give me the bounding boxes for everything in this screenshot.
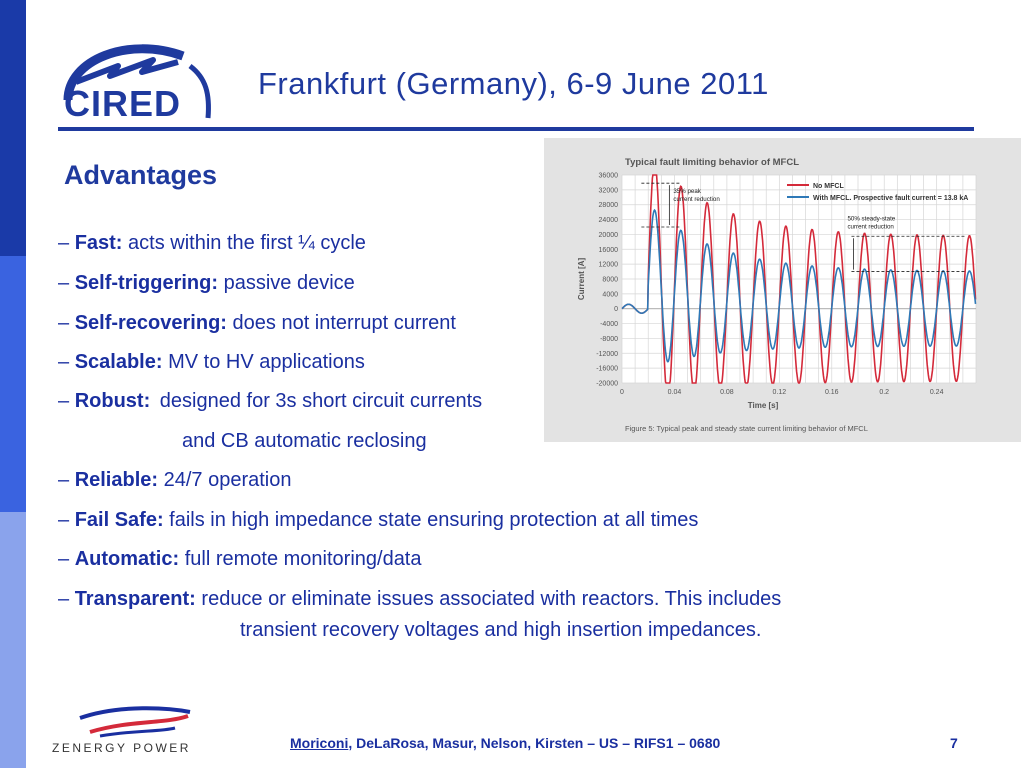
bullet-text: full remote monitoring/data xyxy=(184,548,422,570)
x-tick-label: 0.2 xyxy=(879,389,890,396)
annotation-steady-reduction-line2: current reduction xyxy=(847,223,894,231)
bullet-term: Transparent: xyxy=(74,588,196,610)
bullet-text: 24/7 operation xyxy=(163,469,292,491)
bullet-term: Automatic: xyxy=(74,548,180,570)
y-tick-label: 0 xyxy=(614,306,618,314)
y-tick-label: -12000 xyxy=(596,350,618,358)
legend-label-with-mfcl: With MFCL. Prospective fault current = 13.8 kA xyxy=(813,195,969,202)
footer-authors xyxy=(290,735,720,751)
header-divider xyxy=(58,127,974,131)
logo-text: CIRED xyxy=(64,83,182,122)
bullet-scalable xyxy=(58,351,365,374)
cired-logo xyxy=(58,38,218,127)
y-tick-label: 36000 xyxy=(598,172,618,180)
bullet-dash: – xyxy=(58,588,70,610)
bullet-term: Self-recovering: xyxy=(74,312,227,334)
bullet-term: Fail Safe: xyxy=(74,509,164,531)
left-band-dark xyxy=(0,0,26,256)
y-tick-labels xyxy=(596,173,618,388)
bullet-dash: – xyxy=(58,351,70,373)
bullet-term: Reliable: xyxy=(74,469,159,491)
y-tick-label: 16000 xyxy=(598,246,618,254)
bullet-text: designed for 3s short circuit currents xyxy=(159,390,483,412)
bullet-text: MV to HV applications xyxy=(168,351,365,373)
author-underlined: Moriconi xyxy=(290,735,349,751)
x-axis-label: Time [s] xyxy=(747,401,779,410)
y-tick-label: 4000 xyxy=(602,291,618,299)
left-band-light xyxy=(0,512,26,768)
y-tick-label: 24000 xyxy=(598,217,618,225)
x-tick-labels xyxy=(620,389,944,396)
bullet-fast xyxy=(58,232,366,255)
annotation-steady-reduction: 50% steady-state xyxy=(847,215,896,223)
y-tick-label: -8000 xyxy=(600,335,618,343)
bullet-dash: – xyxy=(58,232,70,254)
bullet-robust-continuation: and CB automatic reclosing xyxy=(182,430,427,452)
bullet-dash: – xyxy=(58,312,70,334)
y-tick-label: 28000 xyxy=(598,202,618,210)
bullet-reliable xyxy=(58,469,292,492)
bullet-dash: – xyxy=(58,272,70,294)
bullet-transparent xyxy=(58,588,781,611)
y-axis-label: Current [A] xyxy=(577,257,586,301)
y-tick-label: 20000 xyxy=(598,231,618,239)
authors-rest: , DeLaRosa, Masur, Nelson, Kirsten – US – RIFS1 – 0680 xyxy=(348,735,721,751)
bullet-fail-safe xyxy=(58,509,698,532)
bullet-term: Robust: xyxy=(74,390,151,412)
legend-label-no-mfcl: No MFCL xyxy=(813,183,844,190)
bullet-term: Scalable: xyxy=(74,351,163,373)
chart-panel xyxy=(544,138,1021,442)
y-tick-label: -20000 xyxy=(596,380,618,388)
brand-text: ZENERGY POWER xyxy=(52,741,191,755)
bullet-automatic xyxy=(58,548,422,571)
bullet-text: acts within the first ¼ cycle xyxy=(128,232,366,254)
bullet-text: does not interrupt current xyxy=(232,312,456,334)
x-tick-label: 0.08 xyxy=(720,389,734,396)
y-tick-label: -16000 xyxy=(596,365,618,373)
bullet-dash: – xyxy=(58,509,70,531)
bullet-text: fails in high impedance state ensuring protection at all times xyxy=(169,509,699,531)
x-tick-label: 0.04 xyxy=(667,389,682,396)
annotation-peak-reduction: 35% peak xyxy=(673,188,701,196)
y-tick-label: 8000 xyxy=(602,276,618,284)
bullet-self-recovering xyxy=(58,312,456,335)
bullet-dash: – xyxy=(58,469,70,491)
fault-current-chart xyxy=(544,138,1021,442)
bullet-text: reduce or eliminate issues associated with reactors. This includes xyxy=(201,588,782,610)
bullet-transparent-continuation: transient recovery voltages and high insertion impedances. xyxy=(240,619,762,641)
section-title: Advantages xyxy=(64,160,218,190)
left-band-mid xyxy=(0,256,26,512)
y-tick-label: -4000 xyxy=(600,321,618,329)
y-tick-label: 32000 xyxy=(598,187,618,195)
bullet-self-triggering xyxy=(58,272,355,295)
x-tick-label: 0.24 xyxy=(929,389,944,396)
bullet-robust xyxy=(58,390,482,413)
x-tick-label: 0.12 xyxy=(772,389,787,396)
zenergy-power-logo xyxy=(50,706,220,761)
chart-title: Typical fault limiting behavior of MFCL xyxy=(625,157,799,168)
bullet-dash: – xyxy=(58,390,70,412)
page-number: 7 xyxy=(950,735,958,751)
chart-caption: Figure 5: Typical peak and steady state current limiting behavior of MFCL xyxy=(625,424,868,433)
bullet-text: passive device xyxy=(223,272,355,294)
x-tick-label: 0.16 xyxy=(824,389,839,396)
x-tick-label: 0 xyxy=(620,389,624,396)
y-tick-label: 12000 xyxy=(598,261,618,269)
annotation-peak-reduction-line2: current reduction xyxy=(673,196,720,204)
bullet-dash: – xyxy=(58,548,70,570)
bullet-term: Fast: xyxy=(74,232,123,254)
header-title: Frankfurt (Germany), 6-9 June 2011 xyxy=(258,66,769,101)
bullet-term: Self-triggering: xyxy=(74,272,219,294)
